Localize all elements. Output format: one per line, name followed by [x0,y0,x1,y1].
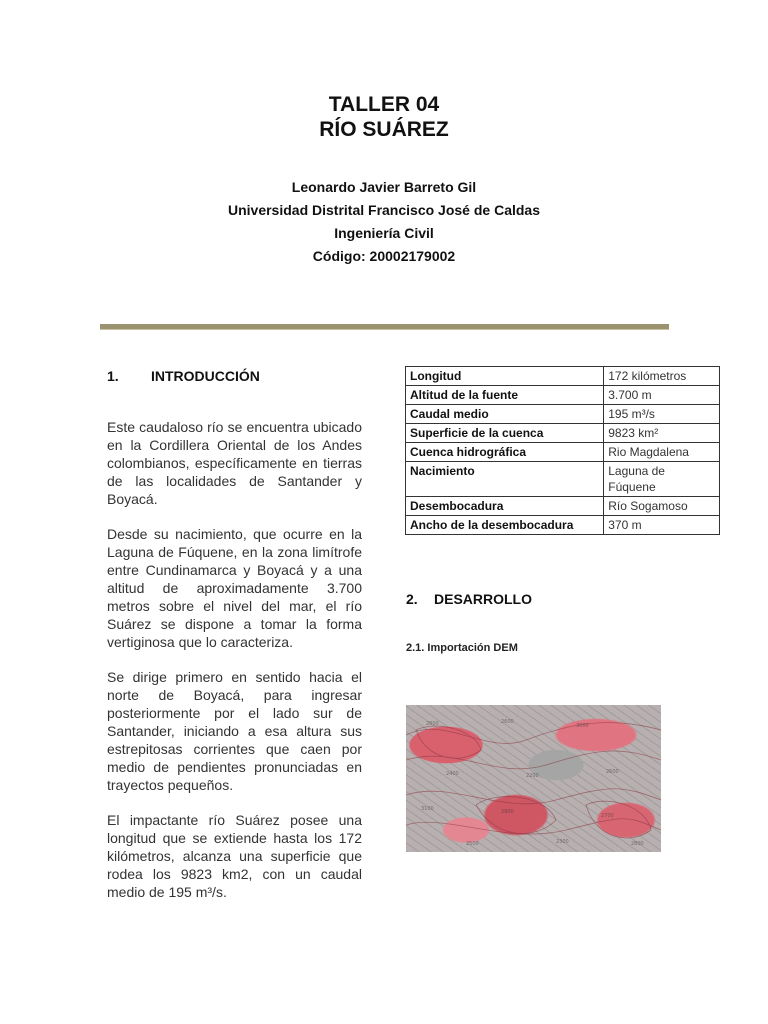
section-1-heading [107,368,260,384]
svg-text:2600: 2600 [501,719,514,725]
table-key: Ancho de la desembocadura [406,516,604,535]
table-key: Superficie de la cuenca [406,424,604,443]
dem-map-image [406,705,661,852]
svg-text:2900: 2900 [501,809,514,815]
table-value: Río Sogamoso [604,497,720,516]
author-block [0,176,768,268]
header-divider [100,324,669,329]
table-value: 9823 km² [604,424,720,443]
section-1-title: INTRODUCCIÓN [151,368,260,384]
table-key: Nacimiento [406,462,604,497]
title-line-2: RÍO SUÁREZ [319,118,449,141]
section-2-heading [406,591,532,607]
intro-paragraph-2: Desde su nacimiento, que ocurre en la Laguna de Fúquene, en la zona limítrofe entre Cundinamarca y Boyacá y a una altitud de aproximadamente 3.700 metros sobre el nivel del mar, el río Suárez se dispone a tomar la forma vertiginosa que lo caracteriza. [107,526,362,650]
section-2-title: DESARROLLO [434,591,532,607]
document-title [0,92,768,142]
author-name: Leonardo Javier Barreto Gil [291,179,477,195]
table-value: 172 kilómetros [604,367,720,386]
svg-text:2800: 2800 [631,841,644,847]
intro-paragraph-1: Este caudaloso río se encuentra ubicado en la Cordillera Oriental de los Andes colombianos, específicamente en tierras de las localidades de Santander y Boyacá. [107,419,362,507]
table-row [406,462,720,497]
table-value: Laguna de Fúquene [604,462,720,497]
table-row [406,497,720,516]
program-name: Ingeniería Civil [334,225,434,241]
table-row [406,367,720,386]
table-value: 370 m [604,516,720,535]
table-row [406,424,720,443]
svg-text:2600: 2600 [606,769,619,775]
section-2-number: 2. [406,591,418,607]
student-code: Código: 20002179002 [312,248,456,264]
river-facts-table [405,366,720,535]
svg-text:2400: 2400 [446,771,459,777]
svg-text:2700: 2700 [601,813,614,819]
section-1-number: 1. [107,368,119,384]
table-key: Cuenca hidrográfica [406,443,604,462]
table-value: 3.700 m [604,386,720,405]
intro-paragraph-4: El impactante río Suárez posee una longitud que se extiende hasta los 172 kilómetros, alcanza una superficie que rodea los 9823 km2, con un caudal medio de 195 m³/s. [107,812,362,900]
svg-text:2300: 2300 [556,839,569,845]
svg-text:2500: 2500 [466,841,479,847]
table-row [406,386,720,405]
table-key: Altitud de la fuente [406,386,604,405]
university-name: Universidad Distrital Francisco José de Caldas [227,202,540,218]
title-line-1: TALLER 04 [328,93,440,116]
svg-text:2200: 2200 [526,773,539,779]
introduction-text [107,418,362,918]
subsection-2-1-heading: 2.1. Importación DEM [406,642,518,654]
svg-text:2800: 2800 [426,721,439,727]
svg-text:3000: 3000 [576,723,589,729]
table-value: 195 m³/s [604,405,720,424]
table-row [406,516,720,535]
contour-lines-overlay [406,705,661,852]
table-key: Desembocadura [406,497,604,516]
intro-paragraph-3: Se dirige primero en sentido hacia el norte de Boyacá, para ingresar posteriormente por el lado sur de Santander, iniciando a esa altura sus estrepitosas corrientes que caen por medio de pendientes pronunciadas en trayectos pequeños. [107,669,362,793]
table-row [406,405,720,424]
table-key: Caudal medio [406,405,604,424]
table-row [406,443,720,462]
table-value: Rio Magdalena [604,443,720,462]
svg-text:3100: 3100 [421,806,434,812]
table-key: Longitud [406,367,604,386]
